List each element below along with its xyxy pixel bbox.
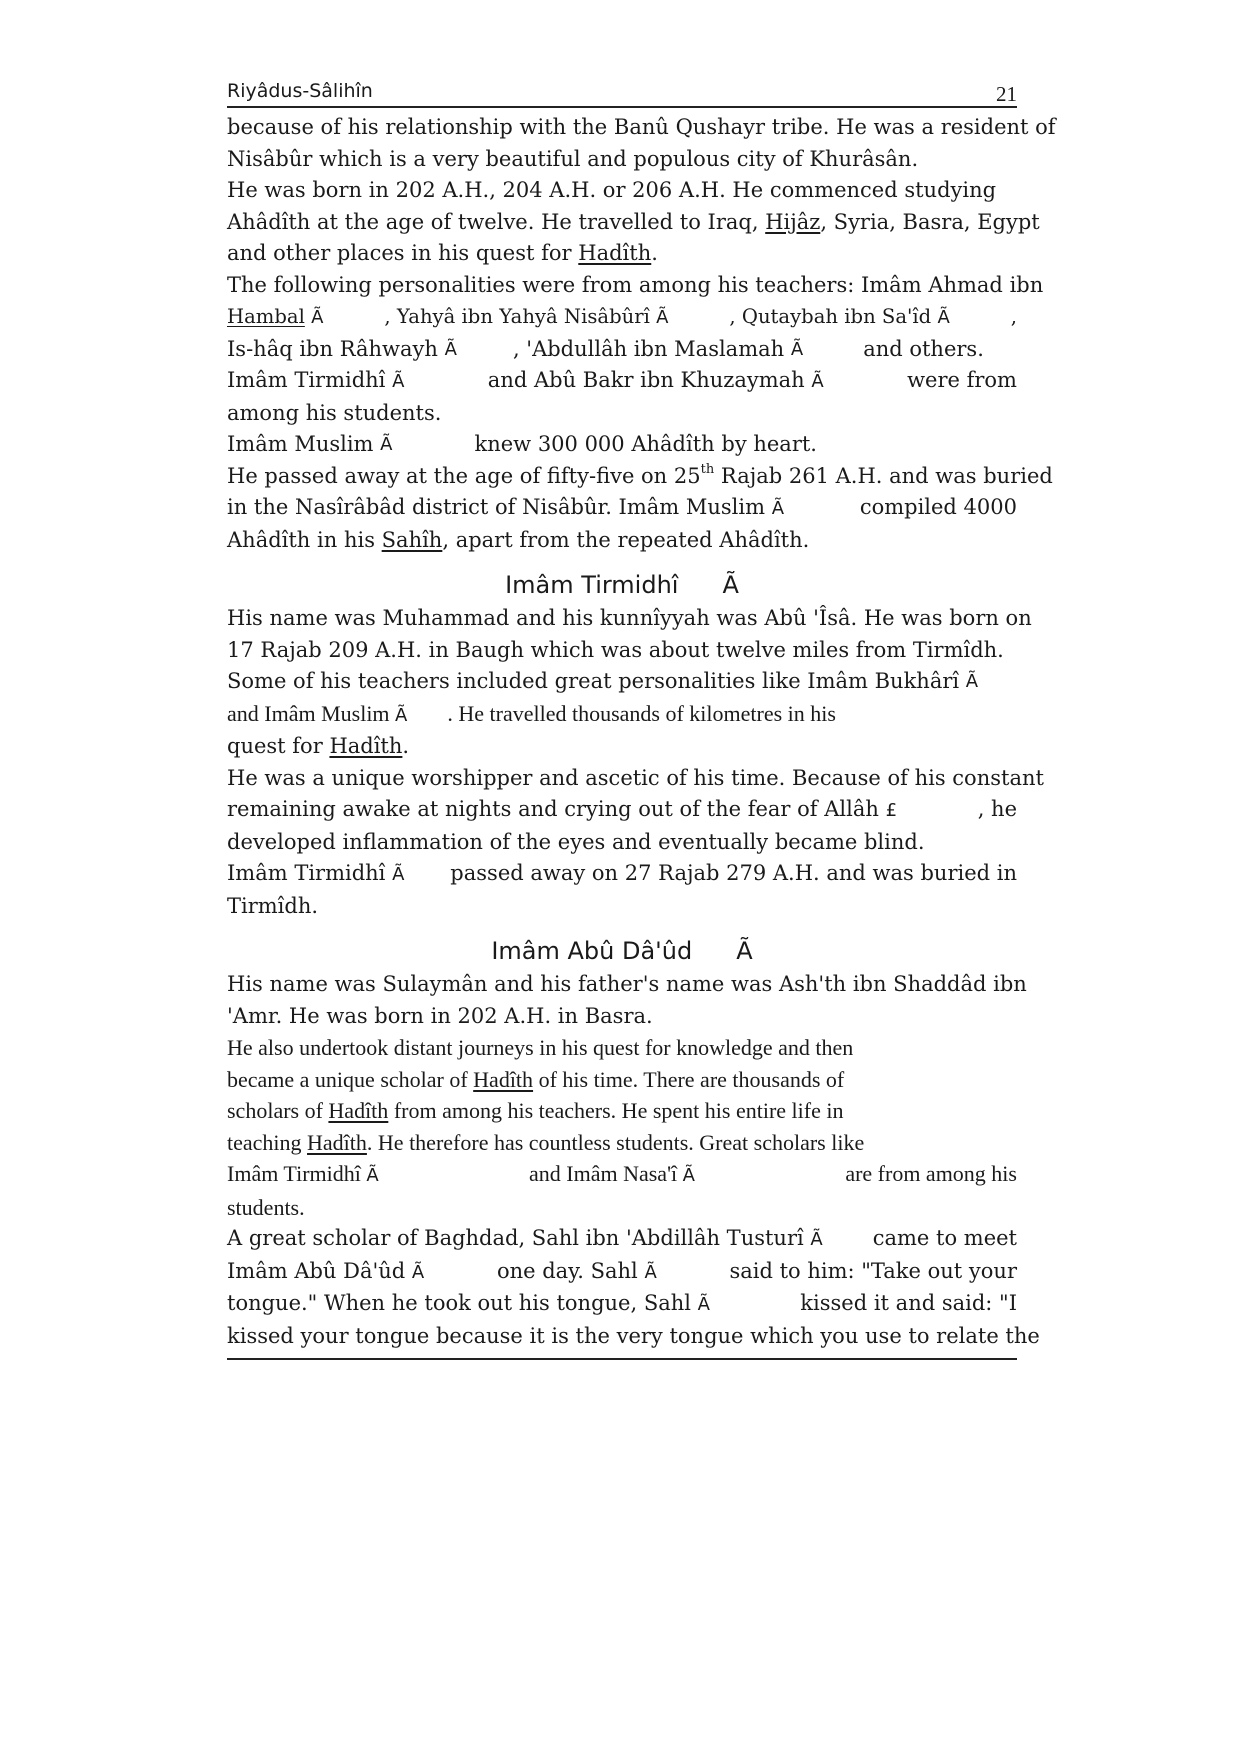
text-run: The following personalities were from among his teachers: Imâm	[227, 272, 922, 297]
honorific-symbol: Ã	[311, 307, 324, 328]
honorific-symbol: Ã	[937, 307, 950, 328]
text-run: He passed away at the age of fifty-five on 25	[227, 463, 701, 488]
text-line: quest for Hadîth .	[227, 731, 1017, 763]
text-run: He also undertook distant journeys in his quest for knowledge and then	[227, 1035, 854, 1060]
text-run: from among his teachers. He spent his entire life in	[393, 1098, 844, 1123]
text-line	[227, 429, 1017, 461]
text-line	[227, 794, 1017, 827]
text-run: said to him: "Take out your	[729, 1258, 1017, 1283]
text-run: Tirmîdh.	[227, 893, 319, 918]
term-hijaz: Hijâz	[765, 209, 821, 234]
text-run: quest for	[227, 734, 323, 758]
term-hadith: Hadîth	[328, 1098, 389, 1123]
text-run: Imâm Tirmidhî	[227, 861, 386, 885]
term-sahih: Sahîh	[381, 527, 443, 552]
term-ahadith: Ahâdîth	[227, 209, 311, 234]
heading-text: Imâm Tirmidhî	[505, 571, 679, 599]
text-run: , apart from the repeated	[442, 527, 713, 552]
honorific-symbol: Ã	[644, 1261, 657, 1283]
text-run: in the Nasîrâbâd district of Nisâbûr. Imâm Muslim	[227, 495, 766, 519]
text-line: Ahâdîth in his Sahîh , apart from the repeated Ahâdîth .	[227, 525, 1017, 557]
text-run: among his students.	[227, 400, 442, 425]
text-run: A great scholar of Baghdad, Sahl ibn 'Abdillâh Tusturî	[227, 1226, 804, 1250]
honorific-symbol: Ã	[810, 1229, 823, 1250]
text-run: remaining awake at nights and crying out of the fear of Allâh	[227, 797, 879, 821]
term-muhammad: Muhammad	[382, 606, 510, 630]
text-line	[227, 891, 1017, 923]
honorific-symbol: Ã	[682, 1165, 695, 1186]
text-run: and other places in his quest for	[227, 241, 572, 265]
text-run: His name was Sulaymân and his father's name was Ash'th ibn Shaddâd ibn	[227, 972, 1027, 996]
text-line	[227, 461, 1053, 493]
text-run: Imâm Tirmidhî	[227, 1161, 361, 1186]
honorific-symbol: Ã	[771, 498, 785, 519]
text-run: knew 300 000	[474, 432, 625, 456]
text-run: Imâm Abû Dâ'ûd	[227, 1258, 406, 1283]
honorific-symbol: Ã	[722, 571, 739, 599]
text-run: ibn Râhwayh	[299, 336, 438, 361]
honorific-symbol: Ã	[656, 307, 669, 328]
text-run: became a unique scholar of	[227, 1066, 468, 1092]
text-line	[227, 763, 1044, 795]
text-run: ibn	[1009, 272, 1044, 297]
honorific-symbol: Ã	[790, 338, 804, 360]
term-hadith: Hadîth	[307, 1129, 367, 1155]
heading-text: Imâm Abû Dâ'ûd	[491, 937, 693, 965]
text-run: compiled 4000	[859, 495, 1017, 519]
footer-rule	[227, 1358, 1017, 1360]
term-ishaq: Is-hâq	[227, 336, 293, 361]
text-line	[227, 603, 1032, 635]
text-line	[227, 969, 1027, 1001]
text-line	[227, 858, 1017, 891]
text-line	[227, 1321, 1040, 1353]
honorific-symbol: Ã	[411, 1261, 425, 1283]
text-run: He was born in 202 A.H., 204 A.H. or 206 A.H. He commenced studying	[227, 178, 997, 202]
text-line	[227, 144, 1017, 176]
text-line	[227, 1001, 1017, 1033]
honorific-symbol: Ã	[395, 704, 408, 726]
term-hadith: Hadîth	[578, 241, 652, 265]
divine-symbol: £	[885, 800, 898, 821]
honorific-symbol: Ã	[392, 864, 405, 885]
text-line	[227, 1223, 1017, 1256]
text-line: and other places in his quest for Hadîth.	[227, 241, 658, 265]
text-run: , he	[977, 797, 1017, 821]
section-imam-muslim-continued	[227, 112, 1056, 556]
text-run: 'Amr. He was born in 202 A.H. in Basra.	[227, 1003, 653, 1028]
text-line	[227, 175, 1017, 207]
text-line: Hambal Ã , Yahyâ ibn Yahyâ Nisâbûrî Ã , Qutaybah ibn Sa'îd Ã ,	[227, 305, 1017, 328]
text-run: and others.	[863, 336, 984, 361]
term-hadith: Hadîth	[473, 1066, 534, 1092]
honorific-symbol: Ã	[366, 1165, 379, 1186]
honorific-symbol: Ã	[392, 371, 405, 392]
text-run: developed inflammation of the eyes and eventually became blind.	[227, 829, 925, 854]
text-run: 17 Rajab 209 A.H. in Baugh which was about twelve miles from Tirmîdh.	[227, 637, 1004, 662]
text-run: . He therefore has countless students. Great scholars like	[366, 1129, 865, 1155]
text-line	[227, 1064, 1017, 1096]
honorific-symbol: Ã	[380, 434, 393, 455]
term-yahya: Yahyâ	[499, 305, 558, 328]
text-run: , Yahyâ ibn	[384, 305, 493, 328]
text-run: Nisâbûrî	[563, 305, 650, 328]
text-run: by heart.	[721, 432, 817, 456]
text-run: , Syria, Basra, Egypt	[820, 209, 1040, 234]
text-run: because of his relationship with the Banû Qushayr tribe. He was a resident of	[227, 115, 1056, 139]
term-ahadith: Ahâdîth	[227, 527, 311, 552]
term-ahmad: Ahmad	[928, 272, 1003, 297]
text-run: came to meet	[872, 1226, 1017, 1250]
text-run: at the age of twelve. He travelled to Iraq,	[317, 209, 759, 234]
honorific-symbol: Ã	[697, 1294, 710, 1315]
text-line	[227, 635, 1017, 667]
text-line	[227, 207, 1040, 239]
heading-imam-abu-daud	[227, 938, 1017, 964]
text-run: of his time. There are thousands of	[538, 1066, 845, 1092]
text-line	[227, 1032, 1017, 1064]
document-page	[227, 80, 1056, 1360]
text-line	[227, 666, 1017, 698]
text-line	[227, 334, 1017, 366]
text-run: tongue." When he took out his tongue, Sahl	[227, 1291, 691, 1315]
text-run: kissed it and said: "I	[800, 1291, 1017, 1315]
text-line	[227, 1158, 1017, 1192]
text-run: and his kunnîyyah was Abû 'Îsâ. He was born on	[516, 606, 1032, 630]
page-number: 21	[996, 82, 1017, 106]
text-run: Imâm Tirmidhî	[227, 368, 386, 392]
term-ahadith: Ahâdîth	[719, 527, 803, 552]
text-line	[227, 698, 1017, 732]
running-title: Riyâdus-Sâlihîn	[227, 80, 373, 102]
text-line	[227, 1192, 1017, 1224]
text-run: and Imâm Nasa'î	[529, 1161, 678, 1186]
text-line	[227, 112, 1056, 144]
term-hambal: Hambal	[227, 305, 305, 328]
text-run: in his	[317, 527, 375, 552]
text-run: were from	[907, 368, 1017, 392]
text-line	[227, 1095, 1017, 1127]
honorific-symbol: Ã	[736, 937, 753, 965]
text-line	[227, 1127, 1017, 1159]
text-line	[227, 492, 1017, 525]
term-ahadith: Ahâdîth	[631, 432, 715, 456]
text-run: His name was	[227, 606, 376, 630]
text-run: teaching	[227, 1129, 302, 1155]
text-run: kissed your tongue because it is the very tongue which you use to relate the	[227, 1323, 1040, 1348]
honorific-symbol: Ã	[444, 338, 457, 360]
text-run: , 'Abdullâh ibn Maslamah	[512, 336, 785, 361]
text-run: students.	[227, 1194, 305, 1220]
text-run: Imâm Muslim	[227, 432, 374, 456]
text-run: and Abû Bakr ibn Khuzaymah	[487, 368, 805, 392]
section-imam-abu-daud	[227, 969, 1040, 1352]
text-line	[227, 270, 1044, 302]
text-line	[227, 1256, 1017, 1289]
text-run: scholars of	[227, 1098, 323, 1123]
text-line	[227, 827, 1017, 859]
text-line	[227, 1288, 1017, 1321]
text-run: Some of his teachers included great personalities like Imâm Bukhârî	[227, 669, 960, 693]
text-run: Rajab 261 A.H. and was buried	[714, 463, 1053, 488]
text-run: are from among his	[845, 1161, 1017, 1186]
honorific-symbol: Ã	[965, 671, 979, 692]
term-hadith: Hadîth	[329, 734, 403, 758]
running-header	[227, 80, 1017, 108]
text-run: , Qutaybah ibn Sa'îd	[729, 305, 932, 328]
text-line	[227, 365, 1017, 398]
text-run: . He travelled thousands of kilometres in his	[447, 700, 836, 726]
text-run: He was a unique worshipper and ascetic of his time. Because of his constant	[227, 765, 1044, 790]
ordinal-suffix: th	[700, 461, 715, 477]
heading-imam-tirmidhi	[227, 572, 1017, 598]
text-run: and Imâm Muslim	[227, 700, 390, 726]
text-line	[227, 398, 1017, 430]
section-imam-tirmidhi	[227, 603, 1044, 922]
text-run: Nisâbûr which is a very beautiful and populous city of Khurâsân.	[227, 146, 919, 171]
text-run: passed away on 27 Rajab 279 A.H. and was buried in	[450, 861, 1017, 885]
text-run: one day. Sahl	[496, 1258, 638, 1283]
honorific-symbol: Ã	[811, 371, 824, 392]
